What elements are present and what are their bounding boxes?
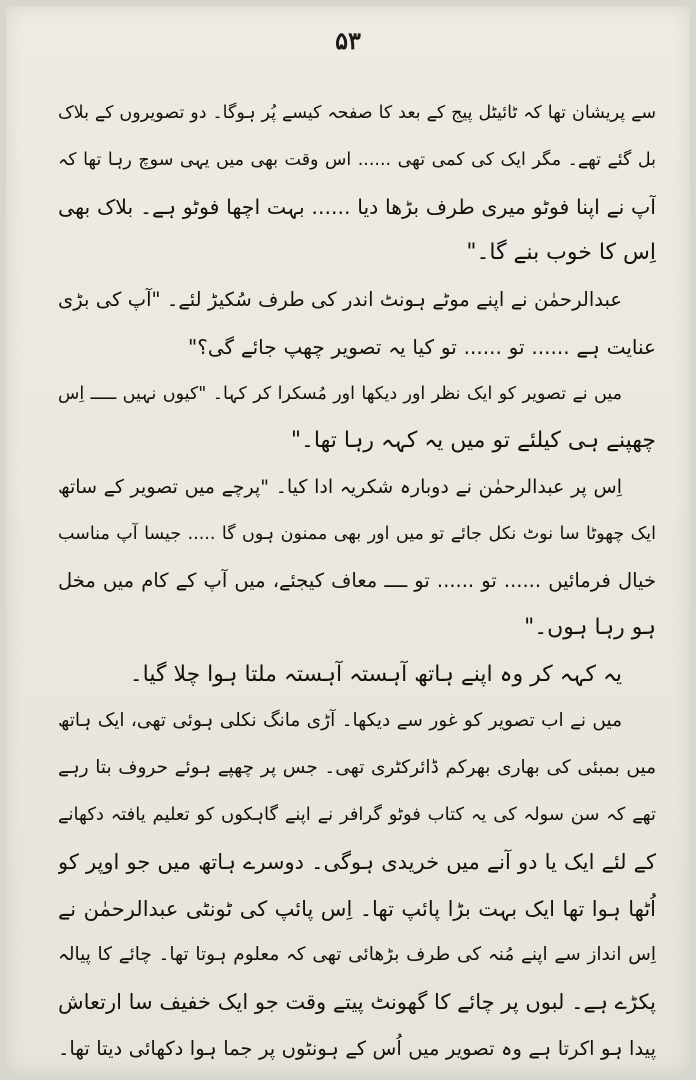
- text-line: اِس کا خوب بنے گا۔": [466, 240, 656, 266]
- text-line: اِس انداز سے اپنے مُنہ کی طرف بڑھائی تھی کہ معلوم ہوتا تھا۔ چائے کا پیالہ: [58, 944, 656, 966]
- text-line: عنایت ہے ...... تو ...... تو کیا یہ تصویر چھپ جائے گی؟": [188, 334, 656, 359]
- text-line: خیال فرمائیں ...... تو ...... تو ــــ معاف کیجئے، میں آپ کے کام میں مخل: [58, 568, 656, 592]
- body-text: [58, 90, 656, 1073]
- text-line: ایک چھوٹا سا نوٹ نکل جائے تو میں اور بھی ممنون ہوں گا ..... جیسا آپ مناسب: [58, 524, 656, 545]
- text-line: یہ کہہ کر وہ اپنے ہاتھ آہستہ آہستہ ملتا ہوا چلا گیا۔: [129, 661, 622, 687]
- text-line: پکڑے ہے۔ لبوں پر چائے کا گھونٹ پیتے وقت جو ایک خفیف سا ارتعاش: [58, 990, 656, 1015]
- text-line: آپ نے اپنا فوٹو میری طرف بڑھا دیا ...... بہت اچھا فوٹو ہے۔ بلاک بھی: [58, 194, 656, 219]
- text-line: میں نے اب تصویر کو غور سے دیکھا۔ آڑی مانگ نکلی ہوئی تھی، ایک ہاتھ: [58, 710, 622, 732]
- text-line: اِس پر عبدالرحمٰن نے دوبارہ شکریہ ادا کیا۔ "پرچے میں تصویر کے ساتھ: [58, 476, 622, 499]
- page-number: ۵۳: [335, 26, 361, 55]
- text-line: تھے کہ سن سولہ کی یہ کتاب فوٹو گرافر نے اپنے گاہکوں کو تعلیم یافتہ دکھانے: [58, 803, 656, 825]
- text-line: سے پریشان تھا کہ ٹائیٹل پیج کے بعد کا صفحہ کیسے پُر ہوگا۔ دو تصویروں کے بلاک: [58, 103, 656, 123]
- book-page: [6, 6, 690, 1074]
- text-line: اُٹھا ہوا تھا ایک بہت بڑا پائپ تھا۔ اِس پائپ کی ٹونٹی عبدالرحمٰن نے: [58, 896, 656, 921]
- text-line: ہو رہا ہوں۔": [524, 614, 656, 640]
- text-line: پیدا ہو اکرتا ہے وہ تصویر میں اُس کے ہونٹوں پر جما ہوا دکھائی دیتا تھا۔: [58, 1036, 656, 1060]
- text-line: میں نے تصویر کو ایک نظر اور دیکھا اور مُسکرا کر کہا۔ "کیوں نہیں ـــــ اِس: [58, 383, 622, 404]
- text-line: چھپنے ہی کیلئے تو میں یہ کہہ رہا تھا۔": [290, 427, 656, 453]
- text-line: کے لئے ایک یا دو آنے میں خریدی ہوگی۔ دوسرے ہاتھ میں جو اوپر کو: [58, 849, 656, 874]
- text-line: بل گئے تھے۔ مگر ایک کی کمی تھی ...... اس وقت بھی میں یہی سوچ رہا تھا کہ: [58, 149, 656, 170]
- text-line: میں بمبئی کی بھاری بھرکم ڈائرکٹری تھی۔ جس پر چھپے ہوئے حروف بتا رہے: [58, 757, 656, 779]
- text-line: عبدالرحمٰن نے اپنے موٹے ہونٹ اندر کی طرف سُکیڑ لئے۔ "آپ کی بڑی: [58, 288, 622, 312]
